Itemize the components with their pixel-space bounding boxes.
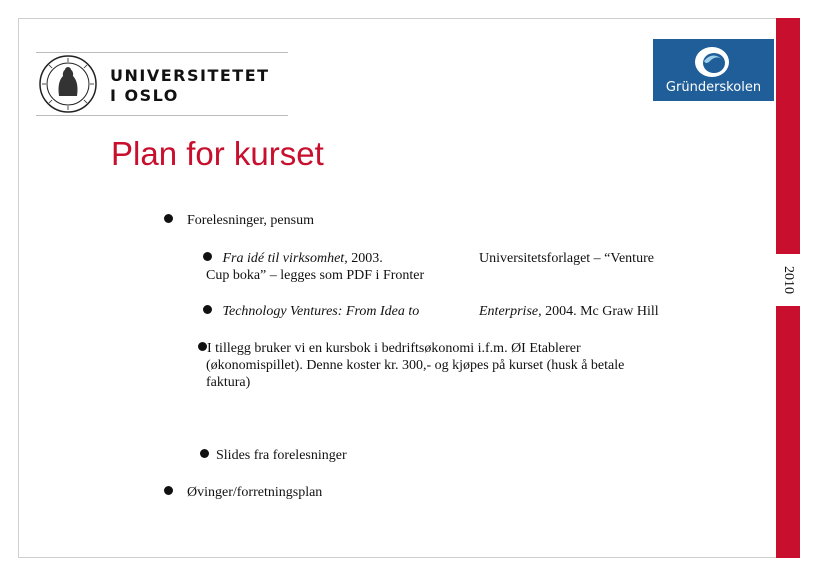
bullet-text: Øvinger/forretningsplan xyxy=(187,485,323,500)
kursbok-line3: faktura) xyxy=(206,375,251,390)
book-year: , 2003. xyxy=(344,251,383,266)
bullet-forelesninger xyxy=(164,212,314,229)
book2-publisher-text: , 2004. Mc Graw Hill xyxy=(538,304,659,319)
kursbok-line1: I tillegg bruker vi en kursbok i bedriftsøkonomi i.f.m. ØI Etablerer xyxy=(207,341,581,356)
logo-rule-bottom xyxy=(36,115,288,116)
slide-title: Plan for kurset xyxy=(111,135,324,172)
uio-line1: UNIVERSITETET xyxy=(110,66,270,85)
bullet-dot xyxy=(203,252,212,261)
bullet-dot xyxy=(203,305,212,314)
book-publisher: Universitetsforlaget – “Venture xyxy=(479,251,654,266)
year-text: 2010 xyxy=(781,266,796,294)
uio-logo xyxy=(36,52,288,116)
logo-rule-top xyxy=(36,52,288,53)
book-title: Fra idé til virksomhet xyxy=(222,251,345,266)
book2-publisher xyxy=(479,303,659,320)
bullet-dot xyxy=(198,342,207,351)
grunderskolen-text: Gründerskolen xyxy=(665,80,762,95)
book2-title: Technology Ventures: From Idea to xyxy=(222,304,420,319)
bullet-dot xyxy=(200,449,209,458)
uio-name xyxy=(110,66,270,106)
bullet-ovinger xyxy=(164,484,322,501)
uio-seal-icon xyxy=(38,54,98,114)
bullet-technology-ventures xyxy=(203,303,419,320)
bullet-dot xyxy=(164,486,173,495)
year-label xyxy=(776,254,800,306)
bullet-dot xyxy=(164,214,173,223)
book-note: Cup boka” – legges som PDF i Fronter xyxy=(206,268,425,283)
kursbok-line2: (økonomispillet). Denne koster kr. 300,- og kjøpes på kurset (husk å betale xyxy=(206,358,625,373)
book2-title-end: Enterprise xyxy=(479,304,539,319)
grunderskolen-mark-icon xyxy=(692,45,732,79)
bullet-fra-ide xyxy=(203,250,383,267)
bullet-text: Slides fra forelesninger xyxy=(216,448,347,463)
uio-line2: I OSLO xyxy=(110,86,179,105)
bullet-text: Forelesninger, pensum xyxy=(187,213,314,228)
grunderskolen-logo xyxy=(653,39,774,101)
bullet-slides xyxy=(200,447,347,464)
bullet-kursbok xyxy=(198,340,581,357)
